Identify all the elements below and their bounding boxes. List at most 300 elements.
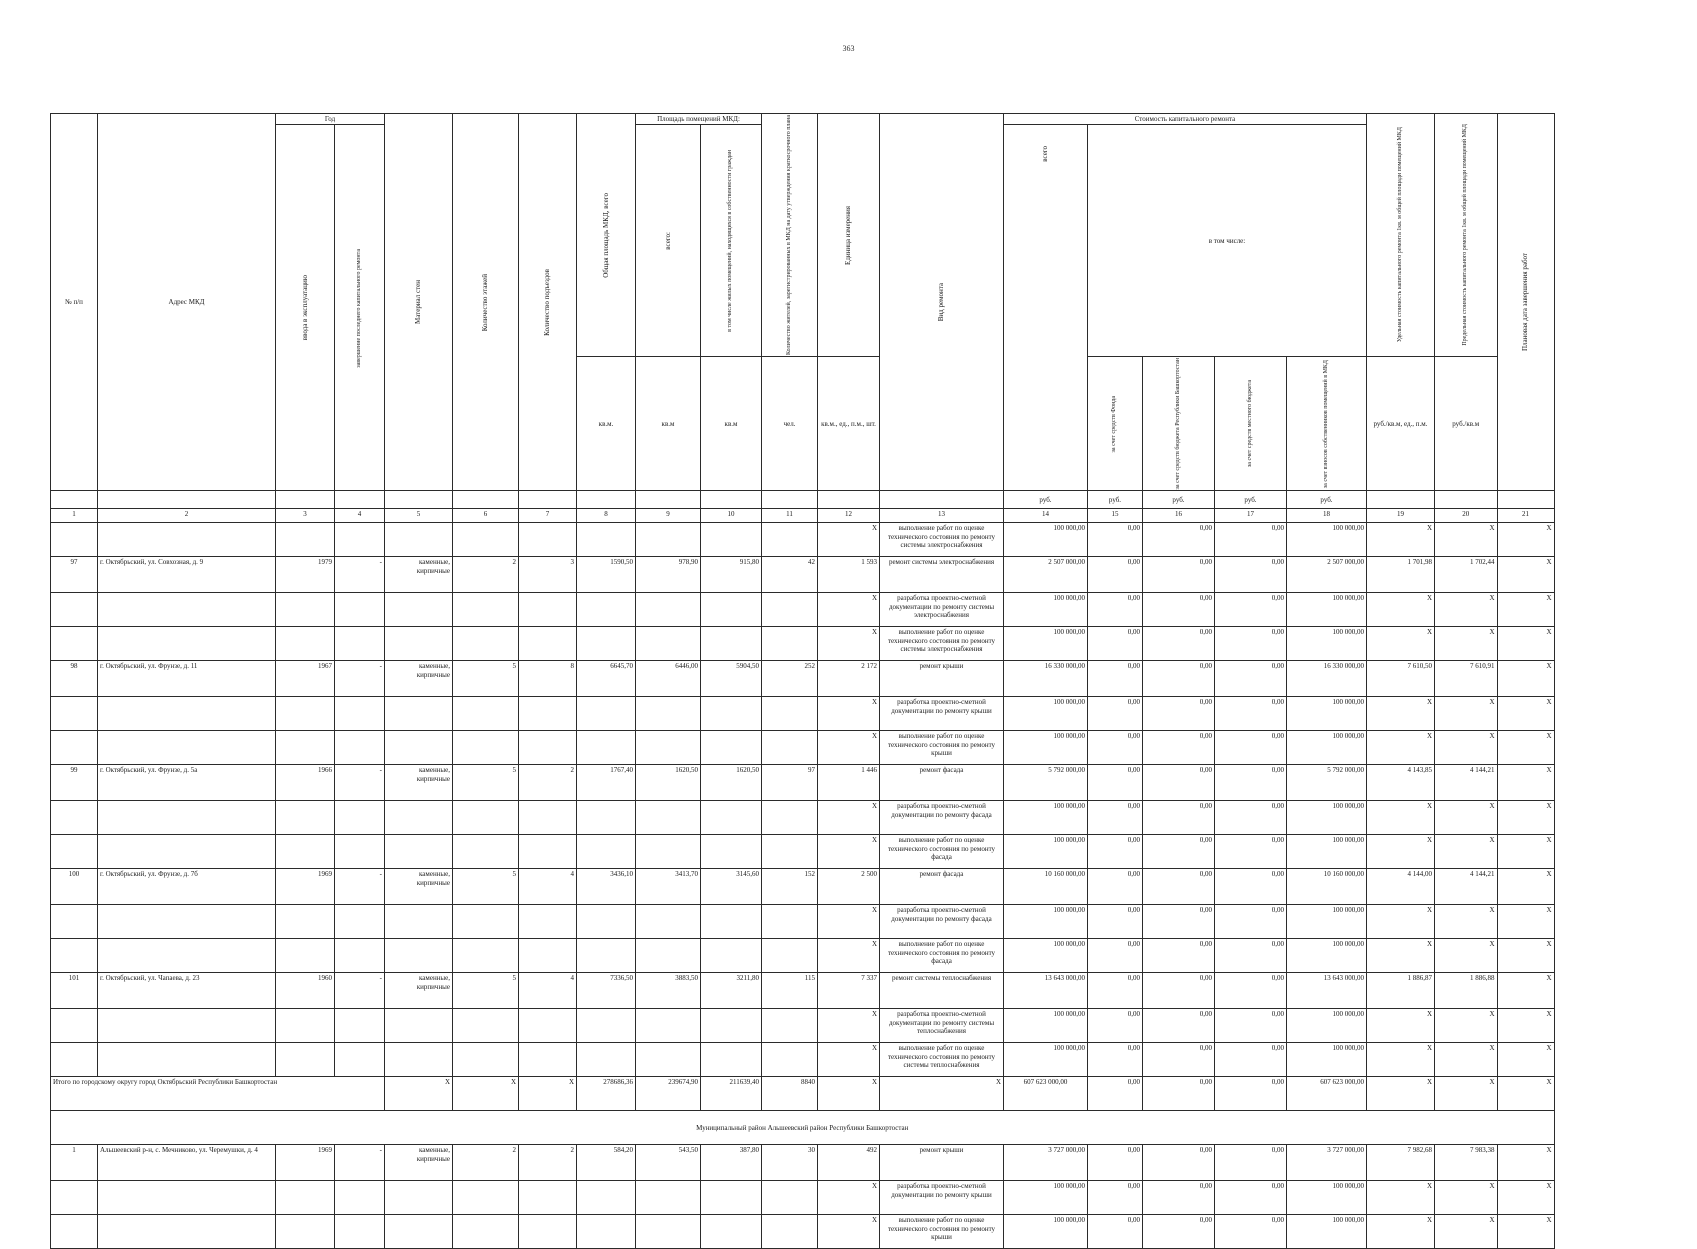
entrances	[519, 1043, 577, 1077]
year-commissioning	[276, 593, 335, 627]
cost-owners: 100 000,00	[1287, 801, 1367, 835]
units-spacer	[818, 491, 880, 509]
specific-cost: X	[1367, 1009, 1435, 1043]
table-row	[51, 1145, 1555, 1181]
planned-date: X	[1497, 835, 1554, 869]
premises-total	[636, 627, 701, 661]
units-spacer	[701, 491, 762, 509]
cost-republic: 0,00	[1143, 1215, 1215, 1249]
unit-value: X	[818, 593, 880, 627]
total-wall-material: X	[385, 1077, 453, 1111]
unit-cost-total: руб.	[1004, 491, 1088, 509]
header-planned-date: Плановая дата завершения работ	[1497, 114, 1554, 491]
address: Альшеевский р-н, с. Мечниково, ул. Черемушки, д. 4	[98, 1145, 276, 1181]
total-cost-local: 0,00	[1215, 1077, 1287, 1111]
header-wall-material: Материал стен	[385, 114, 453, 491]
cost-total: 100 000,00	[1004, 835, 1088, 869]
wall-material: каменные, кирпичные	[385, 661, 453, 697]
wall-material	[385, 1009, 453, 1043]
specific-cost: 4 143,85	[1367, 765, 1435, 801]
work-type: выполнение работ по оценке технического состояния по ремонту фасада	[880, 939, 1004, 973]
row-number	[51, 1215, 98, 1249]
units-spacer	[98, 491, 276, 509]
address	[98, 731, 276, 765]
row-number	[51, 1181, 98, 1215]
wall-material	[385, 1043, 453, 1077]
cost-fund: 0,00	[1088, 523, 1143, 557]
year-commissioning: 1969	[276, 1145, 335, 1181]
row-number: 1	[51, 1145, 98, 1181]
cost-fund: 0,00	[1088, 661, 1143, 697]
cost-total: 100 000,00	[1004, 593, 1088, 627]
row-number: 97	[51, 557, 98, 593]
planned-date: X	[1497, 1145, 1554, 1181]
floors	[453, 523, 519, 557]
header-year-commissioning: ввода в эксплуатацию	[276, 125, 335, 491]
cost-fund: 0,00	[1088, 765, 1143, 801]
premises-residential	[701, 1043, 762, 1077]
cost-republic: 0,00	[1143, 835, 1215, 869]
table-subrow	[51, 1215, 1555, 1249]
address	[98, 905, 276, 939]
year-last-repair: -	[335, 557, 385, 593]
address	[98, 939, 276, 973]
year-commissioning	[276, 1009, 335, 1043]
max-cost: 4 144,21	[1435, 765, 1498, 801]
cost-local: 0,00	[1215, 523, 1287, 557]
year-commissioning: 1966	[276, 765, 335, 801]
year-last-repair	[335, 1181, 385, 1215]
unit-value: X	[818, 939, 880, 973]
entrances	[519, 627, 577, 661]
row-number	[51, 939, 98, 973]
table-body	[51, 523, 1555, 1249]
total-area	[577, 1215, 636, 1249]
total-area: 3436,10	[577, 869, 636, 905]
column-number: 7	[519, 509, 577, 523]
max-cost: 7 610,91	[1435, 661, 1498, 697]
entrances	[519, 939, 577, 973]
cost-owners: 5 792 000,00	[1287, 765, 1367, 801]
header-premises-residential: в том числе жилых помещений, находящихся в собственности граждан	[701, 125, 762, 357]
cost-total: 10 160 000,00	[1004, 869, 1088, 905]
cost-owners: 100 000,00	[1287, 905, 1367, 939]
unit-value: 1 593	[818, 557, 880, 593]
cost-local: 0,00	[1215, 765, 1287, 801]
unit-specific-cost: руб./кв.м, ед., п.м.	[1367, 357, 1435, 491]
floors	[453, 1009, 519, 1043]
column-number: 11	[762, 509, 818, 523]
total-max-cost: X	[1435, 1077, 1498, 1111]
row-number	[51, 1009, 98, 1043]
cost-owners: 100 000,00	[1287, 731, 1367, 765]
year-last-repair: -	[335, 1145, 385, 1181]
cost-total: 16 330 000,00	[1004, 661, 1088, 697]
cost-total: 3 727 000,00	[1004, 1145, 1088, 1181]
cost-local: 0,00	[1215, 593, 1287, 627]
total-area	[577, 801, 636, 835]
planned-date: X	[1497, 627, 1554, 661]
address: г. Октябрьский, ул. Фрунзе, д. 5а	[98, 765, 276, 801]
unit-value: X	[818, 1009, 880, 1043]
cost-republic: 0,00	[1143, 869, 1215, 905]
work-type: разработка проектно-сметной документации по ремонту крыши	[880, 1181, 1004, 1215]
table-subrow	[51, 731, 1555, 765]
entrances	[519, 1181, 577, 1215]
row-number: 98	[51, 661, 98, 697]
cost-fund: 0,00	[1088, 869, 1143, 905]
year-commissioning	[276, 731, 335, 765]
unit-value: 7 337	[818, 973, 880, 1009]
residents: 152	[762, 869, 818, 905]
unit-value: 1 446	[818, 765, 880, 801]
cost-owners: 100 000,00	[1287, 1215, 1367, 1249]
cost-republic: 0,00	[1143, 731, 1215, 765]
max-cost: 1 702,44	[1435, 557, 1498, 593]
floors	[453, 1215, 519, 1249]
unit-cost-republic-rub: руб.	[1143, 491, 1215, 509]
total-area	[577, 523, 636, 557]
planned-date: X	[1497, 523, 1554, 557]
premises-total	[636, 593, 701, 627]
planned-date: X	[1497, 939, 1554, 973]
cost-owners: 100 000,00	[1287, 1181, 1367, 1215]
year-last-repair	[335, 939, 385, 973]
premises-total	[636, 1043, 701, 1077]
wall-material	[385, 523, 453, 557]
premises-residential	[701, 801, 762, 835]
cost-republic: 0,00	[1143, 1043, 1215, 1077]
premises-residential	[701, 1215, 762, 1249]
total-area: 584,20	[577, 1145, 636, 1181]
year-last-repair	[335, 905, 385, 939]
column-number: 2	[98, 509, 276, 523]
cost-total: 100 000,00	[1004, 1009, 1088, 1043]
premises-total	[636, 835, 701, 869]
work-type: выполнение работ по оценке технического состояния по ремонту фасада	[880, 835, 1004, 869]
max-cost: X	[1435, 627, 1498, 661]
premises-residential	[701, 523, 762, 557]
table-subrow	[51, 1181, 1555, 1215]
max-cost: X	[1435, 801, 1498, 835]
unit-value: X	[818, 697, 880, 731]
floors: 2	[453, 1145, 519, 1181]
cost-republic: 0,00	[1143, 801, 1215, 835]
unit-cost-fund: за счет средств Фонда	[1088, 357, 1143, 491]
work-type: выполнение работ по оценке технического состояния по ремонту крыши	[880, 1215, 1004, 1249]
header-year-last-repair: завершение последнего капитального ремонта	[335, 125, 385, 491]
work-type: ремонт фасада	[880, 765, 1004, 801]
floors	[453, 801, 519, 835]
wall-material	[385, 1215, 453, 1249]
year-last-repair	[335, 731, 385, 765]
total-cost-total: 607 623 000,00	[1004, 1077, 1088, 1111]
address	[98, 1009, 276, 1043]
unit-cost-local: за счет средств местного бюджета	[1215, 357, 1287, 491]
total-area	[577, 1043, 636, 1077]
residents: 252	[762, 661, 818, 697]
premises-total	[636, 1009, 701, 1043]
floors	[453, 939, 519, 973]
units-spacer	[385, 491, 453, 509]
cost-owners: 100 000,00	[1287, 697, 1367, 731]
work-type: разработка проектно-сметной документации по ремонту системы теплоснабжения	[880, 1009, 1004, 1043]
year-commissioning	[276, 1181, 335, 1215]
header-work-type: Вид ремонта	[880, 114, 1004, 491]
year-last-repair: -	[335, 869, 385, 905]
unit-value: X	[818, 1043, 880, 1077]
cost-republic: 0,00	[1143, 765, 1215, 801]
units-spacer	[1497, 491, 1554, 509]
planned-date: X	[1497, 973, 1554, 1009]
cost-fund: 0,00	[1088, 1145, 1143, 1181]
max-cost: X	[1435, 523, 1498, 557]
residents	[762, 1009, 818, 1043]
total-specific-cost: X	[1367, 1077, 1435, 1111]
work-type: выполнение работ по оценке технического состояния по ремонту системы электроснабжения	[880, 627, 1004, 661]
table-subrow	[51, 1009, 1555, 1043]
max-cost: X	[1435, 939, 1498, 973]
cost-total: 100 000,00	[1004, 801, 1088, 835]
row-number	[51, 1043, 98, 1077]
unit-cost-republic: за счет средств бюджета Республики Башкортостан	[1143, 357, 1215, 491]
cost-fund: 0,00	[1088, 1181, 1143, 1215]
planned-date: X	[1497, 661, 1554, 697]
year-last-repair	[335, 835, 385, 869]
year-last-repair	[335, 801, 385, 835]
column-number: 13	[880, 509, 1004, 523]
total-area	[577, 697, 636, 731]
total-cost-fund: 0,00	[1088, 1077, 1143, 1111]
row-number	[51, 905, 98, 939]
cost-fund: 0,00	[1088, 731, 1143, 765]
residents	[762, 1215, 818, 1249]
planned-date: X	[1497, 1181, 1554, 1215]
page-number: 363	[842, 44, 855, 53]
premises-residential	[701, 697, 762, 731]
cost-total: 13 643 000,00	[1004, 973, 1088, 1009]
unit-value: X	[818, 905, 880, 939]
floors	[453, 1043, 519, 1077]
year-last-repair	[335, 1215, 385, 1249]
cost-local: 0,00	[1215, 627, 1287, 661]
work-type: разработка проектно-сметной документации по ремонту крыши	[880, 697, 1004, 731]
specific-cost: X	[1367, 1215, 1435, 1249]
units-spacer	[276, 491, 335, 509]
unit-value: X	[818, 731, 880, 765]
total-area	[577, 731, 636, 765]
specific-cost: X	[1367, 939, 1435, 973]
cost-local: 0,00	[1215, 905, 1287, 939]
unit-cost-owners-rub: руб.	[1287, 491, 1367, 509]
unit-value: X	[818, 1181, 880, 1215]
year-last-repair: -	[335, 765, 385, 801]
cost-owners: 100 000,00	[1287, 627, 1367, 661]
column-number: 10	[701, 509, 762, 523]
premises-residential	[701, 1181, 762, 1215]
max-cost: X	[1435, 1215, 1498, 1249]
table-subrow	[51, 523, 1555, 557]
wall-material	[385, 627, 453, 661]
work-type: разработка проектно-сметной документации по ремонту системы электроснабжения	[880, 593, 1004, 627]
wall-material: каменные, кирпичные	[385, 1145, 453, 1181]
column-number: 1	[51, 509, 98, 523]
cost-total: 100 000,00	[1004, 523, 1088, 557]
total-work-type: X	[880, 1077, 1004, 1111]
header-specific-cost: Удельная стоимость капитального ремонта 1кв. м общей площади помещений МКД	[1367, 114, 1435, 357]
table-subrow	[51, 627, 1555, 661]
work-type: ремонт системы электроснабжения	[880, 557, 1004, 593]
entrances: 8	[519, 661, 577, 697]
cost-total: 100 000,00	[1004, 1043, 1088, 1077]
max-cost: X	[1435, 593, 1498, 627]
premises-total	[636, 523, 701, 557]
specific-cost: X	[1367, 627, 1435, 661]
unit-premises-residential: кв.м	[701, 357, 762, 491]
cost-local: 0,00	[1215, 1215, 1287, 1249]
cost-local: 0,00	[1215, 835, 1287, 869]
max-cost: X	[1435, 731, 1498, 765]
header-total-area: Общая площадь МКД, всего	[577, 114, 636, 357]
cost-total: 2 507 000,00	[1004, 557, 1088, 593]
planned-date: X	[1497, 731, 1554, 765]
premises-residential: 915,80	[701, 557, 762, 593]
year-commissioning: 1960	[276, 973, 335, 1009]
premises-total	[636, 801, 701, 835]
year-last-repair: -	[335, 661, 385, 697]
entrances	[519, 1009, 577, 1043]
cost-total: 100 000,00	[1004, 697, 1088, 731]
unit-value: X	[818, 801, 880, 835]
column-number: 5	[385, 509, 453, 523]
total-area	[577, 905, 636, 939]
column-number: 9	[636, 509, 701, 523]
residents: 30	[762, 1145, 818, 1181]
units-spacer	[453, 491, 519, 509]
work-type: ремонт системы теплоснабжения	[880, 973, 1004, 1009]
year-commissioning	[276, 905, 335, 939]
unit-premises-total: кв.м	[636, 357, 701, 491]
planned-date: X	[1497, 593, 1554, 627]
residents: 42	[762, 557, 818, 593]
total-entrances: X	[519, 1077, 577, 1111]
entrances: 4	[519, 973, 577, 1009]
unit-cost-fund-rub: руб.	[1088, 491, 1143, 509]
premises-residential	[701, 627, 762, 661]
total-area	[577, 835, 636, 869]
units-spacer	[636, 491, 701, 509]
cost-local: 0,00	[1215, 697, 1287, 731]
entrances	[519, 731, 577, 765]
floors: 2	[453, 557, 519, 593]
premises-total	[636, 1181, 701, 1215]
specific-cost: X	[1367, 697, 1435, 731]
units-spacer	[762, 491, 818, 509]
column-number: 3	[276, 509, 335, 523]
year-last-repair	[335, 697, 385, 731]
cost-owners: 3 727 000,00	[1287, 1145, 1367, 1181]
cost-total: 100 000,00	[1004, 1215, 1088, 1249]
column-number: 15	[1088, 509, 1143, 523]
unit-value: X	[818, 835, 880, 869]
wall-material	[385, 593, 453, 627]
premises-total	[636, 905, 701, 939]
cost-local: 0,00	[1215, 939, 1287, 973]
total-floors: X	[453, 1077, 519, 1111]
specific-cost: 4 144,00	[1367, 869, 1435, 905]
year-last-repair	[335, 1009, 385, 1043]
specific-cost: 7 982,68	[1367, 1145, 1435, 1181]
cost-total: 5 792 000,00	[1004, 765, 1088, 801]
row-number: 99	[51, 765, 98, 801]
cost-fund: 0,00	[1088, 1009, 1143, 1043]
planned-date: X	[1497, 801, 1554, 835]
cost-owners: 16 330 000,00	[1287, 661, 1367, 697]
year-last-repair	[335, 523, 385, 557]
address	[98, 523, 276, 557]
work-type: ремонт крыши	[880, 661, 1004, 697]
header-address: Адрес МКД	[98, 114, 276, 491]
specific-cost: X	[1367, 731, 1435, 765]
premises-total: 978,90	[636, 557, 701, 593]
premises-residential	[701, 1009, 762, 1043]
max-cost: X	[1435, 905, 1498, 939]
column-number: 18	[1287, 509, 1367, 523]
table-subrow	[51, 801, 1555, 835]
cost-total: 100 000,00	[1004, 905, 1088, 939]
address	[98, 1215, 276, 1249]
premises-residential	[701, 731, 762, 765]
residents	[762, 1181, 818, 1215]
wall-material	[385, 905, 453, 939]
year-commissioning	[276, 939, 335, 973]
specific-cost: 1 886,87	[1367, 973, 1435, 1009]
year-last-repair: -	[335, 973, 385, 1009]
max-cost: X	[1435, 835, 1498, 869]
max-cost: 1 886,88	[1435, 973, 1498, 1009]
cost-local: 0,00	[1215, 731, 1287, 765]
table-row	[51, 557, 1555, 593]
wall-material	[385, 731, 453, 765]
entrances: 2	[519, 1145, 577, 1181]
column-number: 19	[1367, 509, 1435, 523]
total-total-area: 278686,36	[577, 1077, 636, 1111]
cost-fund: 0,00	[1088, 905, 1143, 939]
wall-material	[385, 835, 453, 869]
wall-material	[385, 697, 453, 731]
table-row	[51, 869, 1555, 905]
column-number: 17	[1215, 509, 1287, 523]
table-subrow	[51, 939, 1555, 973]
header-residents: Количество жителей, зарегистрированных в МКД на дату утверждения краткосрочного плана	[762, 114, 818, 357]
wall-material	[385, 1181, 453, 1215]
cost-fund: 0,00	[1088, 627, 1143, 661]
total-area: 1590,50	[577, 557, 636, 593]
specific-cost: X	[1367, 801, 1435, 835]
specific-cost: X	[1367, 1043, 1435, 1077]
row-number: 100	[51, 869, 98, 905]
total-area	[577, 627, 636, 661]
unit-residents: чел.	[762, 357, 818, 491]
entrances	[519, 593, 577, 627]
row-number	[51, 731, 98, 765]
residents	[762, 593, 818, 627]
total-premises-residential: 211639,40	[701, 1077, 762, 1111]
premises-total	[636, 939, 701, 973]
header-num: № п/п	[51, 114, 98, 491]
cost-owners: 100 000,00	[1287, 523, 1367, 557]
row-number	[51, 801, 98, 835]
